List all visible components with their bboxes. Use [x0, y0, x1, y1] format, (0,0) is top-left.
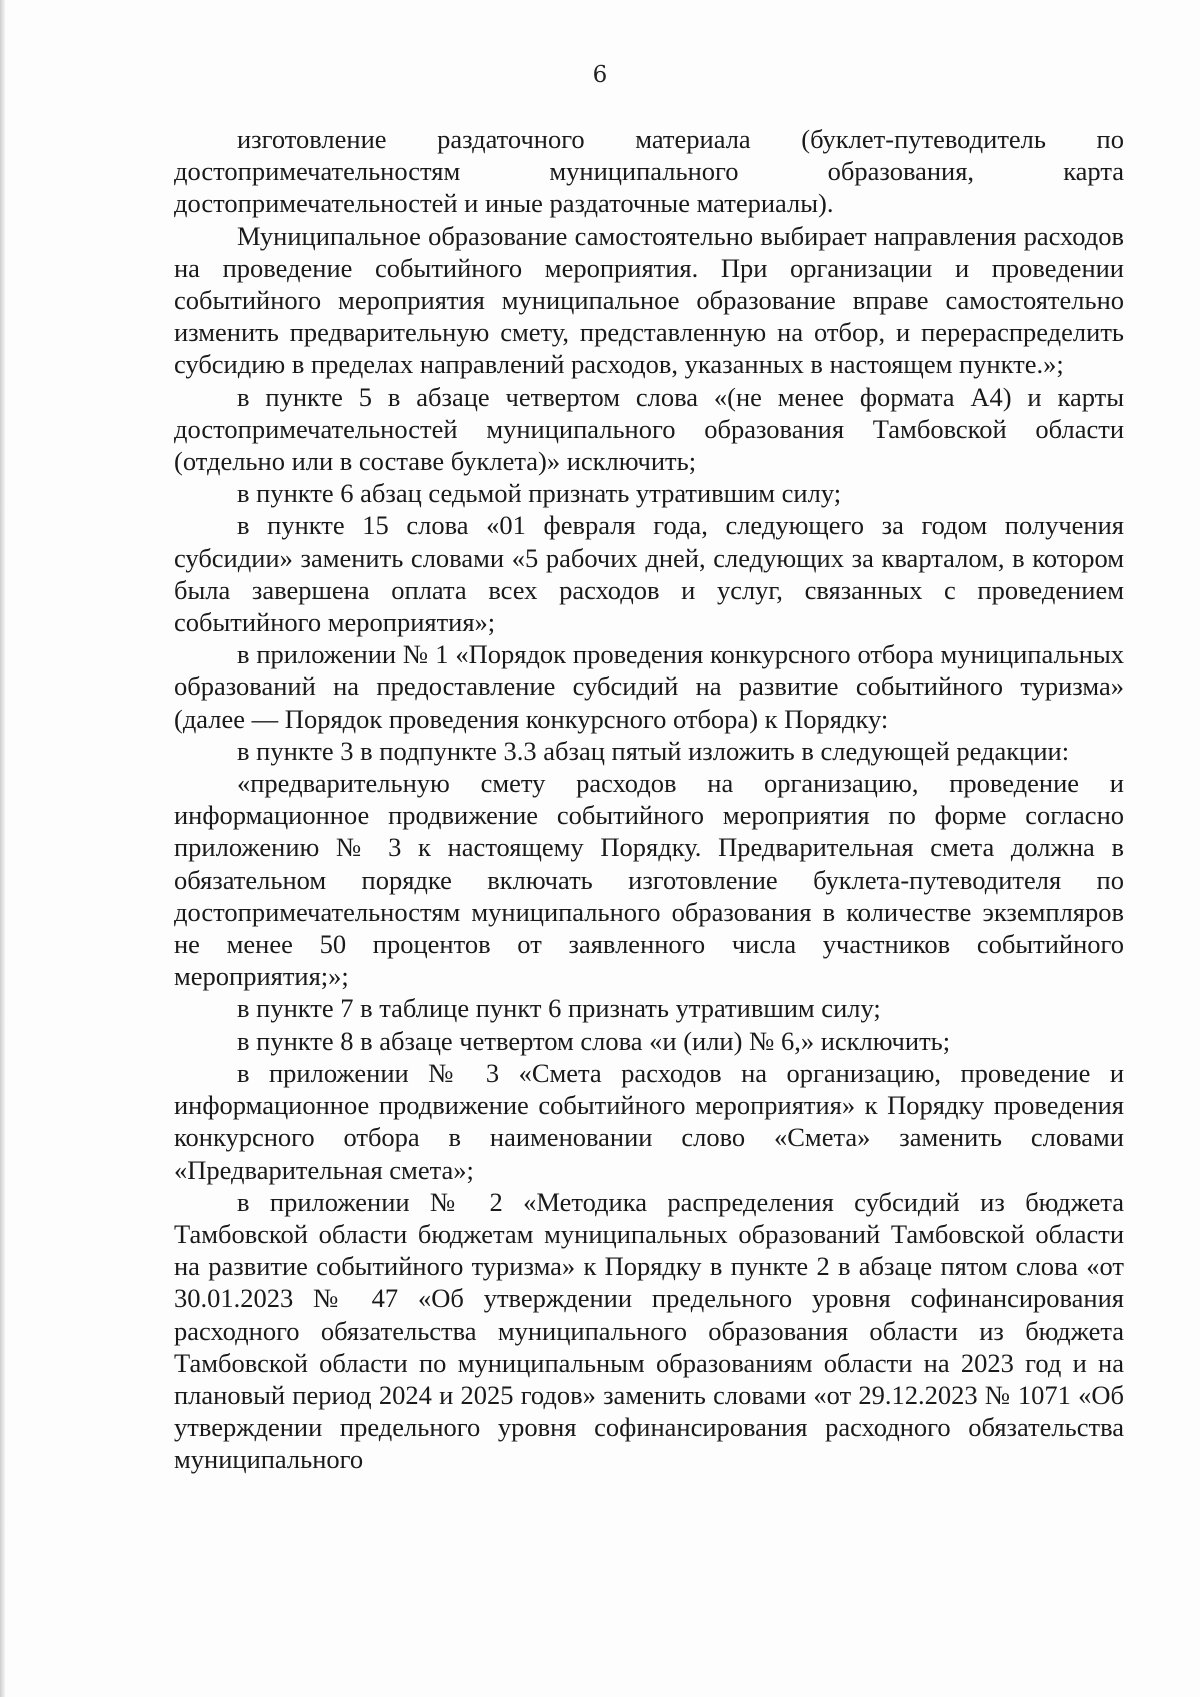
- paragraph: в пункте 15 слова «01 февраля года, следующего за годом получения субсидии» заменить словами «5 рабочих дней, следующих за кварталом, в котором была завершена оплата всех расходов и услуг, связанных с проведением событийного мероприятия»;: [174, 510, 1124, 638]
- paragraph: в приложении № 1 «Порядок проведения конкурсного отбора муниципальных образований на предоставление субсидий на развитие событийного туризма» (далее — Порядок проведения конкурсного отбора) к Порядку:: [174, 639, 1124, 734]
- paragraph: Муниципальное образование самостоятельно выбирает направления расходов на проведение событийного мероприятия. При организации и проведении событийного мероприятия муниципальное образование вправе самостоятельно изменить предварительную смету, представленную на отбор, и перераспределить субсидию в пределах направлений расходов, указанных в настоящем пункте.»;: [174, 220, 1124, 380]
- paragraph: в пункте 5 в абзаце четвертом слова «(не менее формата А4) и карты достопримечательностей муниципального образования Тамбовской области (отдельно или в составе буклета)» исключить;: [174, 381, 1124, 477]
- document-body: [174, 123, 1124, 1476]
- paragraph: в приложении № 2 «Методика распределения субсидий из бюджета Тамбовской области бюджетам муниципальных образований Тамбовской области на развитие событийного туризма» к Порядку в пункте 2 в абзаце пятом слова «от 30.01.2023 № 47 «Об утверждении предельного уровня софинансирования расходного обязательства муниципального образования области из бюджета Тамбовской области по муниципальным образованиям области на 2023 год и на плановый период 2024 и 2025 годов» заменить словами «от 29.12.2023 № 1071 «Об утверждении предельного уровня софинансирования расходного обязательства муниципального: [174, 1186, 1124, 1475]
- paragraph: в пункте 7 в таблице пункт 6 признать утратившим силу;: [237, 993, 881, 1024]
- paragraph: «предварительную смету расходов на организацию, проведение и информационное продвижение событийного мероприятия по форме согласно приложению № 3 к настоящему Порядку. Предварительная смета должна в обязательном порядке включать изготовление буклета-путеводителя по достопримечательностям муниципального образования в количестве экземпляров не менее 50 процентов от заявленного числа участников событийного мероприятия;»;: [174, 768, 1124, 992]
- paragraph: в пункте 8 в абзаце четвертом слова «и (или) № 6,» исключить;: [237, 1025, 951, 1056]
- page-number: 6: [592, 62, 608, 88]
- paragraph: изготовление раздаточного материала (буклет-путеводитель по достопримечательностям муниципального образования, карта достопримечательностей и иные раздаточные материалы).: [174, 124, 1124, 219]
- scan-edge-shadow: [0, 0, 5, 1697]
- paragraph: в пункте 6 абзац седьмой признать утратившим силу;: [237, 478, 842, 509]
- paragraph: в пункте 3 в подпункте 3.3 абзац пятый изложить в следующей редакции:: [237, 735, 1070, 766]
- paragraph: в приложении № 3 «Смета расходов на организацию, проведение и информационное продвижение событийного мероприятия» к Порядку проведения конкурсного отбора в наименовании слово «Смета» заменить словами «Предварительная смета»;: [174, 1057, 1124, 1185]
